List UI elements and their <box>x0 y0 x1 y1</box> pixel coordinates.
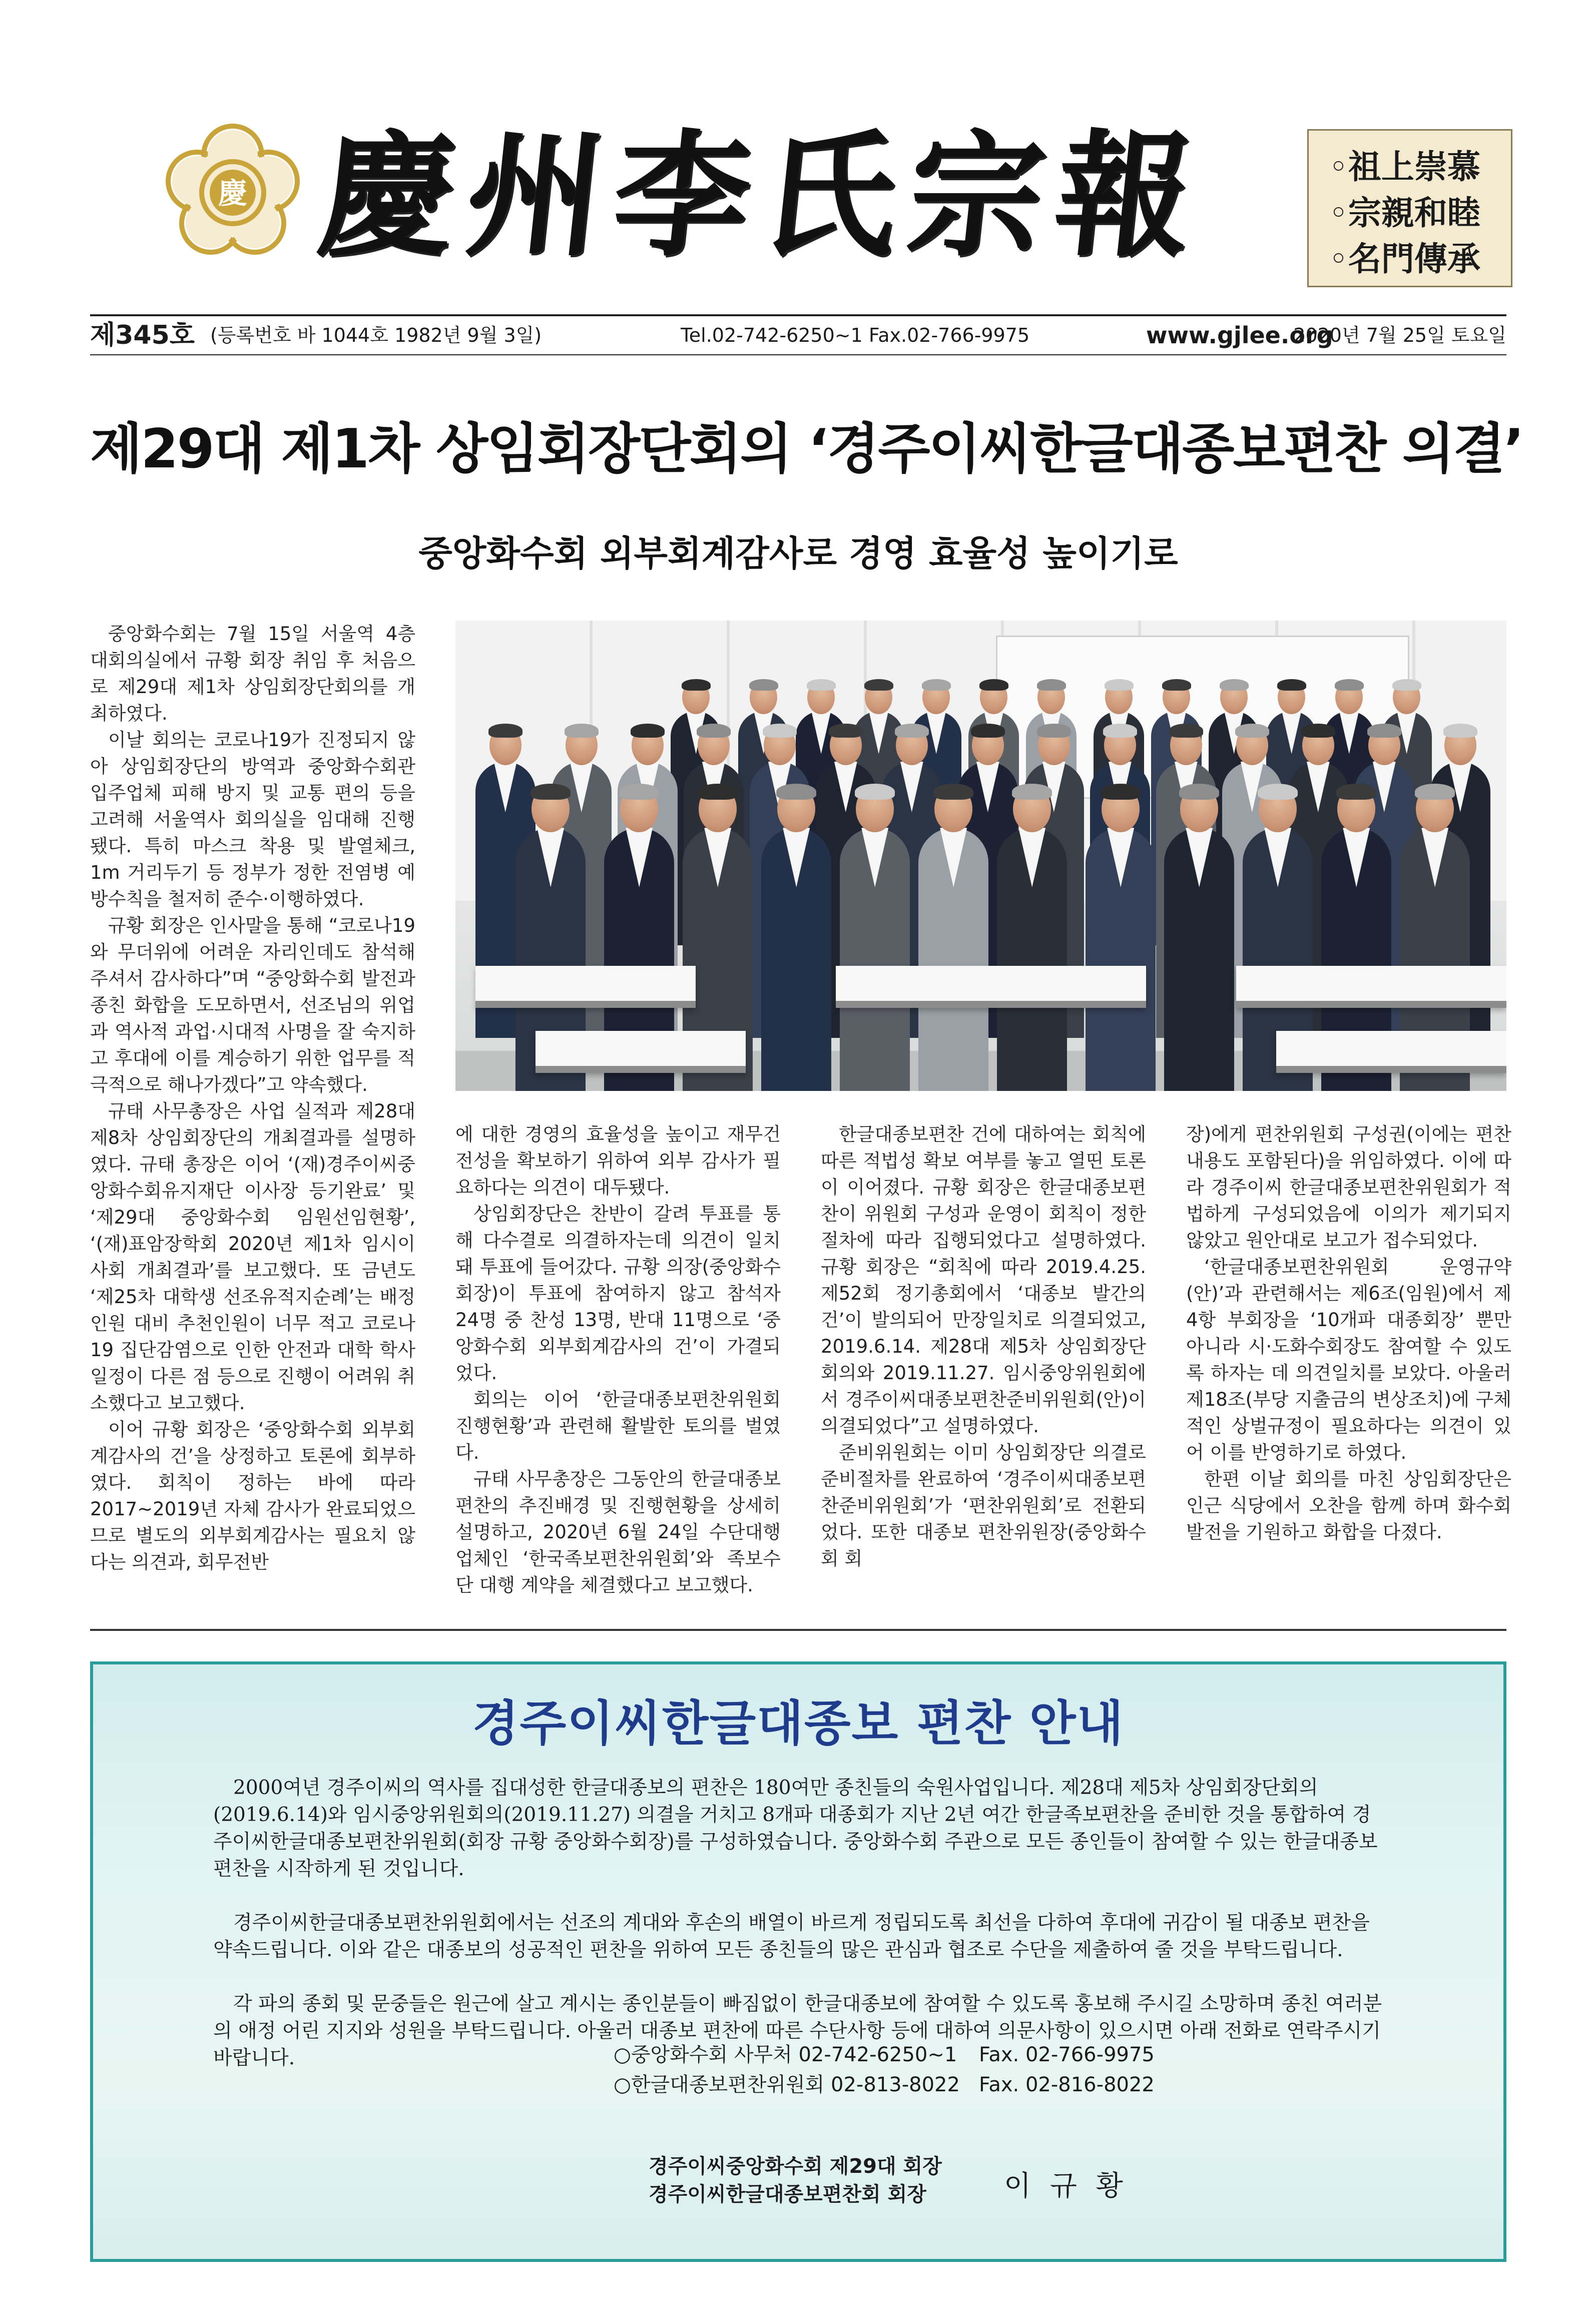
article-paragraph: 중앙화수회는 7월 15일 서울역 4층 대회의실에서 규황 회장 취임 후 처음으로 제29대 제1차 상임회장단회의를 개최하였다. <box>90 623 415 724</box>
signature-title: 경주이씨중앙화수회 제29대 회장 <box>649 2155 942 2178</box>
signature-title: 경주이씨한글대종보편찬회 회장 <box>649 2183 926 2206</box>
contact-row <box>614 2040 1155 2070</box>
clan-emblem-logo <box>160 120 305 265</box>
article-column-2 <box>455 1121 781 1598</box>
motto-line: ◦宗親和睦 <box>1329 193 1480 232</box>
article-paragraph: 상임회장단은 찬반이 갈려 투표를 통해 다수결로 의결하자는데 의견이 일치돼 투표에 들어갔다. 규황 의장(중앙화수회장)이 투표에 참여하지 않고 참석자 24명 중 찬성 13명, 반대 11명으로 ‘중앙화수회 외부회계감사의 건’이 가결되었다. <box>455 1203 781 1384</box>
emblem-glyph: 慶 <box>218 176 248 210</box>
notice-paragraph: 각 파의 종회 및 문중들은 원근에 살고 계시는 종인분들이 빠짐없이 한글대종보에 참여할 수 있도록 홍보해 주시길 소망하며 종친 여러분의 애정 어린 지지와 성원을 부탁드립니다. 아울러 대종보 편찬에 따른 수단사항 등에 대하여 의문사항이 있으시면 아래 전화로 연락주시기 바랍니다. <box>213 1993 1382 2069</box>
article-paragraph: 한편 이날 회의를 마친 상임회장단은 인근 식당에서 오찬을 함께 하며 화수회 발전을 기원하고 화합을 다졌다. <box>1186 1468 1511 1543</box>
signature-titles <box>649 2152 942 2208</box>
article-paragraph: 준비위원회는 이미 상임회장단 의결로 준비절차를 완료하여 ‘경주이씨대종보편찬준비위원회’가 ‘편찬위원회’로 전환되었다. 또한 대종보 편찬위원장(중앙화수회 회 <box>821 1442 1146 1569</box>
article-paragraph: 에 대한 경영의 효율성을 높이고 재무건전성을 확보하기 위하여 외부 감사가 필요하다는 의견이 대두됐다. <box>455 1123 781 1198</box>
motto-line: ◦祖上崇慕 <box>1329 147 1480 186</box>
contact-info: Tel.02-742-6250~1 Fax.02-766-9975 <box>681 324 1030 346</box>
meeting-group-photo <box>455 621 1506 1091</box>
article-paragraph: 규태 사무총장은 사업 실적과 제28대 제8차 상임회장단의 개최결과를 설명하였다. 규태 총장은 이어 ‘(재)경주이씨중앙화수회유지재단 이사장 등기완료’ 및 ‘제29대 중앙화수회 임원선임현황’, ‘(재)표암장학회 2020년 제1차 임시이사회 개최결과’를 보고했다. 또 금년도 ‘제25차 대학생 선조유적지순례’는 배정인원 대비 추천인원이 너무 적고 코로나19 집단감염으로 인한 안전과 대학 학사일정이 다른 점 등으로 진행이 어려워 취소했다고 보고했다. <box>90 1100 415 1414</box>
article-paragraph: 회의는 이어 ‘한글대종보편찬위원회 진행현황’과 관련해 활발한 토의를 벌였다. <box>455 1389 781 1463</box>
folio-bar <box>90 314 1506 355</box>
article-paragraph: ‘한글대종보편찬위원회 운영규약(안)’과 관련해서는 제6조(임원)에서 제4항 부회장을 ‘10개파 대종회장’ 뿐만 아니라 시·도화수회장도 참여할 수 있도록 하자는 데 의견일치를 보았다. 아울러 제18조(부당 지출금의 변상조치)에 구체적인 상벌규정이 필요하다는 의견이 있어 이를 반영하기로 하였다. <box>1186 1256 1511 1463</box>
notice-box <box>90 1661 1506 2262</box>
issue-number: 제345호 <box>90 320 195 350</box>
motto-line: ◦名門傳承 <box>1329 239 1480 278</box>
newspaper-title: 慶州李氏宗報 <box>312 116 1212 275</box>
contact-fax: Fax. 02-766-9975 <box>979 2043 1155 2066</box>
contact-list <box>614 2040 1155 2100</box>
website-link[interactable]: www.gjlee.org <box>1146 322 1333 349</box>
contact-phone: ○중앙화수회 사무처 02-742-6250~1 <box>614 2043 957 2066</box>
article-paragraph: 규황 회장은 인사말을 통해 “코로나19와 무더위에 어려운 자리인데도 참석해 주셔서 감사하다”며 “중앙화수회 발전과 종친 화합을 도모하면서, 선조님의 위업과 역사적 과업·시대적 사명을 잘 숙지하고 후대에 이를 계승하기 위한 업무를 적극적으로 해나가겠다”고 약속했다. <box>90 915 415 1095</box>
contact-row <box>614 2070 1155 2100</box>
article-column-3 <box>821 1121 1146 1572</box>
article-paragraph: 이날 회의는 코로나19가 진정되지 않아 상임회장단의 방역과 중앙화수회관 입주업체 피해 방지 및 교통 편의 등을 고려해 서울역사 회의실을 임대해 진행됐다. 특히 마스크 착용 및 발열체크, 1m 거리두기 등 정부가 정한 전염병 예방수칙을 철저히 준수·이행하였다. <box>90 729 415 910</box>
contact-fax: Fax. 02-816-8022 <box>979 2073 1155 2096</box>
section-divider <box>90 1629 1506 1631</box>
signature-name: 이 규 황 <box>1004 2170 1128 2202</box>
notice-paragraph: 2000여년 경주이씨의 역사를 집대성한 한글대종보의 편찬은 180여만 종친들의 숙원사업입니다. 제28대 제5차 상임회장단회의(2019.6.14)와 임시중앙위원회의(2019.11.27) 의결을 거치고 8개파 대종회가 지난 2년 여간 한글족보편찬을 준비한 것을 통합하여 경주이씨한글대종보편찬위원회(회장 규황 중앙화수회장)를 구성하였습니다. 중앙화수회 주관으로 모든 종인들이 참여할 수 있는 한글대종보편찬을 시작하게 된 것입니다. <box>213 1777 1378 1880</box>
contact-phone: ○한글대종보편찬위원회 02-813-8022 <box>614 2073 960 2096</box>
notice-paragraph: 경주이씨한글대종보편찬위원회에서는 선조의 계대와 후손의 배열이 바르게 정립되도록 최선을 다하여 후대에 귀감이 될 대종보 편찬을 약속드립니다. 이와 같은 대종보의 성공적인 편찬을 위하여 모든 종친들의 많은 관심과 협조로 수단을 제출하여 줄 것을 부탁드립니다. <box>213 1912 1370 1961</box>
publication-date: 2020년 7월 25일 토요일 <box>1293 324 1506 346</box>
article-column-4 <box>1186 1121 1511 1545</box>
sub-headline: 중앙화수회 외부회계감사로 경영 효율성 높이기로 <box>418 532 1178 574</box>
plum-blossom-emblem-icon <box>160 120 305 265</box>
notice-title: 경주이씨한글대종보 편찬 안내 <box>472 1695 1125 1752</box>
article-column-1 <box>90 621 415 1575</box>
motto-box <box>1307 129 1512 287</box>
main-headline: 제29대 제1차 상임회장단회의 ‘경주이씨한글대종보편찬 의결’ <box>90 418 1523 480</box>
article-paragraph: 규태 사무총장은 그동안의 한글대종보편찬의 추진배경 및 진행현황을 상세히 설명하고, 2020년 6월 24일 수단대행업체인 ‘한국족보편찬위원회’와 족보수단 대행 계약을 체결했다고 보고했다. <box>455 1468 781 1596</box>
article-paragraph: 한글대종보편찬 건에 대하여는 회칙에 따른 적법성 확보 여부를 놓고 열띤 토론이 이어졌다. 규황 회장은 한글대종보편찬이 위원회 구성과 운영이 회칙이 정한 절차에 따라 집행되었다고 설명하였다. 규황 회장은 “회칙에 따라 2019.4.25. 제52회 정기총회에서 ‘대종보 발간의 건’이 발의되어 만장일치로 의결되었고, 2019.6.14. 제28대 제5차 상임회장단회의와 2019.11.27. 임시중앙위원회에서 경주이씨대종보편찬준비위원회(안)이 의결되었다”고 설명하였다. <box>821 1123 1146 1437</box>
article-paragraph: 장)에게 편찬위원회 구성권(이에는 편찬내용도 포함된다)을 위임하였다. 이에 따라 경주이씨 한글대종보편찬위원회가 적법하게 구성되었음에 이의가 제기되지 않았고 원안대로 보고가 접수되었다. <box>1186 1123 1511 1251</box>
registration-info: (등록번호 바 1044호 1982년 9월 3일) <box>210 324 542 346</box>
article-paragraph: 이어 규황 회장은 ‘중앙화수회 외부회계감사의 건’을 상정하고 토론에 회부하였다. 회칙이 정하는 바에 따라 2017~2019년 자체 감사가 완료되었으므로 별도의 외부회계감사는 필요치 않다는 의견과, 회무전반 <box>90 1419 415 1573</box>
